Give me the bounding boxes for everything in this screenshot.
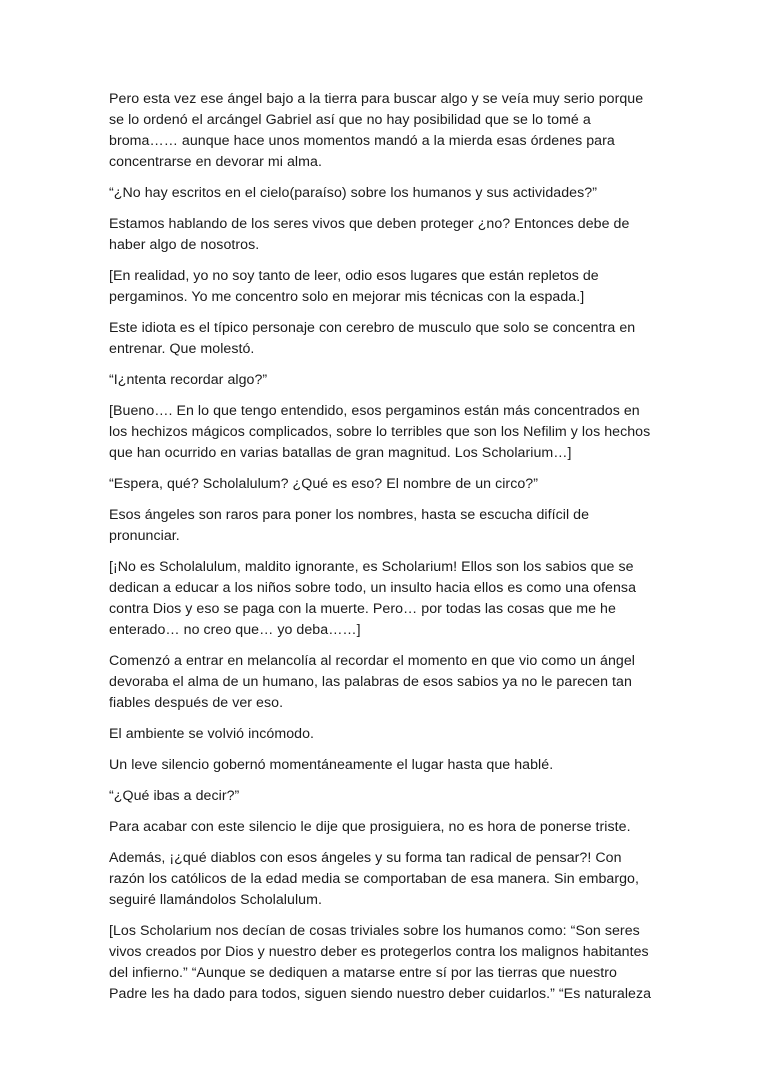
paragraph-14: “¿Qué ibas a decir?” xyxy=(109,788,240,804)
paragraph-16: Además, ¡¿qué diablos con esos ángeles y su forma tan radical de pensar?! Con razón los católicos de la edad media se comportaban de esa manera. Sin embargo, seguiré llamándolos Scholalulum. xyxy=(109,850,639,908)
paragraph-8: “Espera, qué? Scholalulum? ¿Qué es eso? El nombre de un circo?” xyxy=(109,476,539,492)
paragraph-2: “¿No hay escritos en el cielo(paraíso) sobre los humanos y sus actividades?” xyxy=(109,185,597,201)
paragraph-4: [En realidad, yo no soy tanto de leer, odio esos lugares que están repletos de pergaminos. Yo me concentro solo en mejorar mis técnicas con la espada.] xyxy=(109,268,599,305)
paragraph-9: Esos ángeles son raros para poner los nombres, hasta se escucha difícil de pronunciar. xyxy=(109,507,590,544)
paragraph-3: Estamos hablando de los seres vivos que deben proteger ¿no? Entonces debe de haber algo de nosotros. xyxy=(109,216,630,253)
paragraph-5: Este idiota es el típico personaje con cerebro de musculo que solo se concentra en entrenar. Que molestó. xyxy=(109,320,636,357)
paragraph-1: Pero esta vez ese ángel bajo a la tierra para buscar algo y se veía muy serio porque se lo ordenó el arcángel Gabriel así que no hay posibilidad que se lo tomé a broma…… aunque hace unos momentos mandó a la mierda esas órdenes para concentrarse en devorar mi alma. xyxy=(109,91,644,170)
paragraph-15: Para acabar con este silencio le dije que prosiguiera, no es hora de ponerse triste. xyxy=(109,819,631,835)
paragraph-11: Comenzó a entrar en melancolía al recordar el momento en que vio como un ángel devoraba el alma de un humano, las palabras de esos sabios ya no le parecen tan fiables después de ver eso. xyxy=(109,653,635,711)
paragraph-10: [¡No es Scholalulum, maldito ignorante, es Scholarium! Ellos son los sabios que se dedican a educar a los niños sobre todo, un insulto hacia ellos es como una ofensa contra Dios y eso se paga con la muerte. Pero… por todas las cosas que me he enterado… no creo que… yo deba……] xyxy=(109,559,637,638)
paragraph-17: [Los Scholarium nos decían de cosas triviales sobre los humanos como: “Son seres vivos creados por Dios y nuestro deber es protegerlos contra los malignos habitantes del infierno.” “Aunque se dediquen a matarse entre sí por las tierras que nuestro Padre les ha dado para todos, siguen siendo nuestro deber cuidarlos.” “Es naturaleza xyxy=(109,923,652,1002)
paragraph-13: Un leve silencio gobernó momentáneamente el lugar hasta que hablé. xyxy=(109,757,554,773)
paragraph-6: “I¿ntenta recordar algo?” xyxy=(109,372,268,388)
paragraph-12: El ambiente se volvió incómodo. xyxy=(109,726,315,742)
paragraph-7: [Bueno…. En lo que tengo entendido, esos pergaminos están más concentrados en los hechizos mágicos complicados, sobre lo terribles que son los Nefilim y los hechos que han ocurrido en varias batallas de gran magnitud. Los Scholarium…] xyxy=(109,403,651,461)
